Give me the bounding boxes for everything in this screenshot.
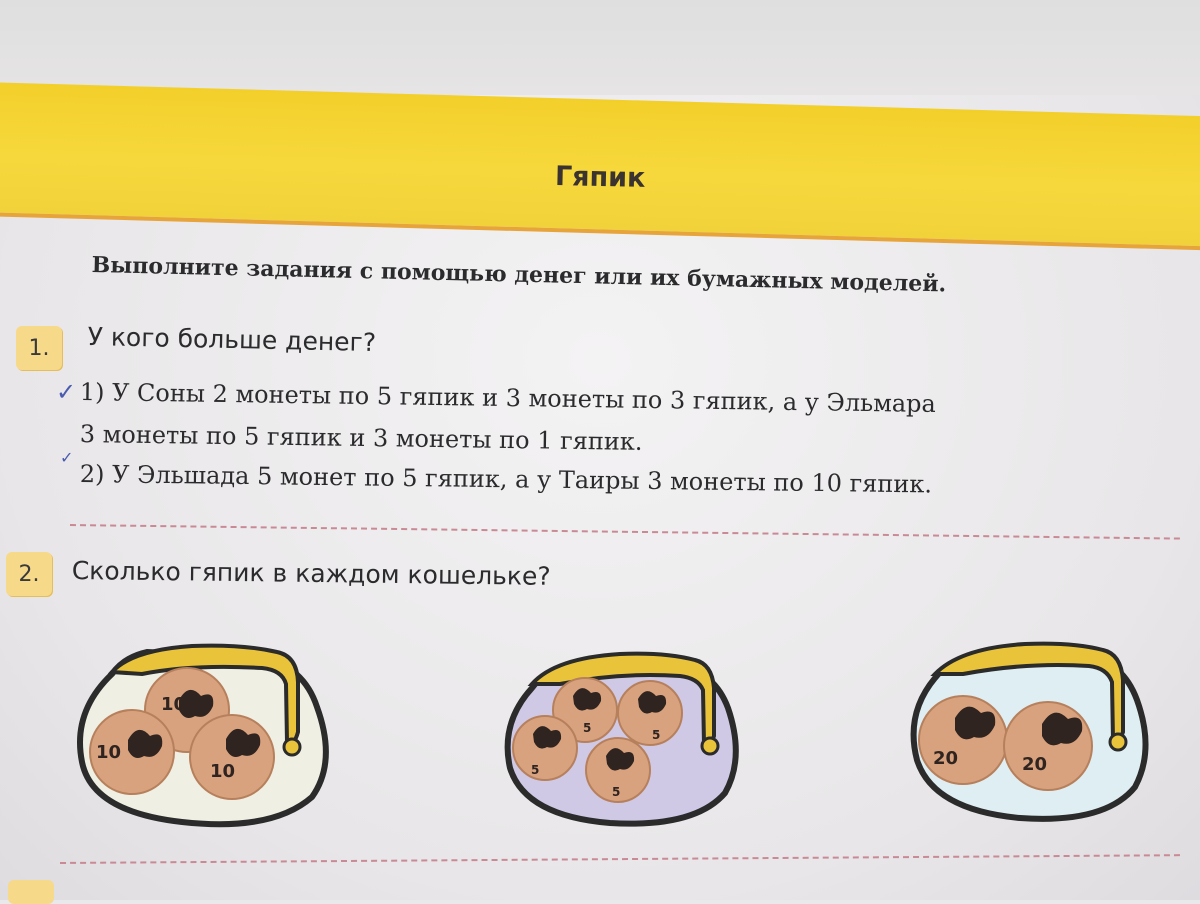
task1-question: У кого больше денег?	[87, 322, 377, 358]
wallet-3	[905, 622, 1155, 827]
task2-question: Сколько гяпик в каждом кошельке?	[71, 556, 551, 591]
task1-line-1: 1) У Соны 2 монеты по 5 гяпик и 3 монеты по 3 гяпик, а у Эльмара	[79, 378, 937, 418]
coin	[618, 681, 682, 745]
coin-value: 10	[161, 694, 187, 715]
check-mark-icon: ✓	[60, 448, 74, 467]
coin-value: 5	[583, 721, 592, 735]
coin-value: 5	[531, 763, 540, 777]
coin-value: 10	[210, 761, 236, 782]
task2-number-badge	[6, 552, 52, 596]
task1-number: 1.	[28, 335, 50, 361]
instruction-text: Выполните задания с помощью денег или их бумажных моделей.	[91, 252, 947, 298]
coin-value: 20	[933, 748, 959, 769]
coin-value: 10	[96, 742, 122, 763]
clasp-knob-icon	[1110, 734, 1126, 750]
coin-value: 5	[612, 785, 621, 799]
check-mark-icon: ✓	[56, 378, 77, 406]
page-top-edge	[0, 0, 1200, 95]
coin-value: 5	[652, 728, 661, 742]
coin	[1004, 702, 1092, 790]
task3-number-badge	[8, 880, 54, 904]
coin-value: 20	[1022, 754, 1048, 775]
clasp-knob-icon	[284, 739, 300, 755]
task2-number: 2.	[18, 561, 40, 587]
coin	[90, 710, 174, 794]
coin	[513, 716, 577, 780]
clasp-knob-icon	[702, 738, 718, 754]
coin	[586, 738, 650, 802]
wallet-2	[500, 628, 745, 833]
task1-number-badge	[16, 326, 62, 370]
coin	[190, 715, 274, 799]
task1-line-3: 2) У Эльшада 5 монет по 5 гяпик, а у Таиры 3 монеты по 10 гяпик.	[79, 460, 933, 499]
wallet-1	[72, 622, 337, 837]
page-title: Гяпик	[554, 161, 646, 194]
coin	[919, 696, 1007, 784]
task1-line-2: 3 монеты по 5 гяпик и 3 монеты по 1 гяпик.	[79, 420, 643, 456]
